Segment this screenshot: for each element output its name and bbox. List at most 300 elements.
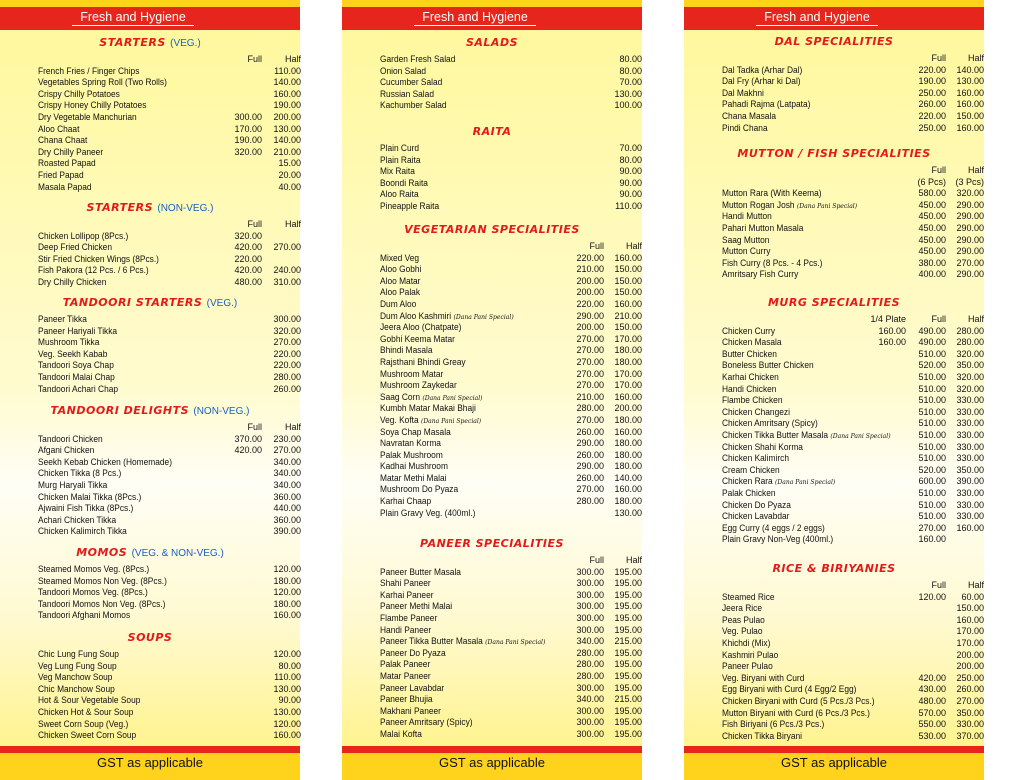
menu-item <box>684 372 984 384</box>
item-name-wrap <box>380 54 455 66</box>
menu-item <box>684 500 984 512</box>
item-name: Dal Makhni <box>722 87 764 98</box>
section-title-text: VEGETARIAN SPECIALITIES <box>404 223 580 236</box>
footer-band <box>684 746 984 753</box>
item-name: Kumbh Matar Makai Bhaji <box>380 403 476 414</box>
item-full-price: 300.00 <box>576 717 604 728</box>
item-name-wrap <box>38 468 121 480</box>
item-full-price: 220.00 <box>918 64 946 75</box>
section-title-text: TANDOORI STARTERS <box>62 296 203 309</box>
item-full-price: 450.00 <box>918 222 946 233</box>
item-name-wrap <box>380 694 433 706</box>
menu-item <box>0 564 300 576</box>
item-name-wrap <box>380 613 437 625</box>
menu-item <box>684 488 984 500</box>
section-header <box>342 36 642 54</box>
item-name-wrap <box>380 345 433 357</box>
item-half-price: 290.00 <box>956 246 984 257</box>
item-half-price: 195.00 <box>614 705 642 716</box>
item-name: Palak Chicken <box>722 487 776 498</box>
item-name-wrap <box>722 442 803 454</box>
item-name-wrap <box>380 427 451 439</box>
item-name-wrap <box>380 276 420 288</box>
item-name-wrap <box>38 564 149 576</box>
item-half-price: 90.00 <box>619 189 642 200</box>
item-name: Egg Curry (4 eggs / 2 eggs) <box>722 522 825 533</box>
menu-item <box>342 473 642 485</box>
item-full-price: 270.00 <box>576 333 604 344</box>
item-half-price: 160.00 <box>273 88 301 99</box>
item-name: Crispy Honey Chilly Potatoes <box>38 100 147 111</box>
item-name-wrap <box>722 235 769 247</box>
item-name: Pineapple Raita <box>380 200 440 211</box>
item-full-price: 510.00 <box>918 487 946 498</box>
price-header-row <box>0 54 300 66</box>
item-full-price: 300.00 <box>576 578 604 589</box>
item-full-price: 480.00 <box>234 276 262 287</box>
item-name: Dry Vegetable Manchurian <box>38 111 137 122</box>
item-full-price: 220.00 <box>576 298 604 309</box>
menu-panel-middle <box>342 0 642 780</box>
item-full-price: 200.00 <box>576 287 604 298</box>
menu-item <box>342 77 642 89</box>
menu-item <box>684 211 984 223</box>
item-half-price: 90.00 <box>619 177 642 188</box>
menu-item <box>342 100 642 112</box>
menu-item <box>342 264 642 276</box>
item-name: Vegetables Spring Roll (Two Rolls) <box>38 77 167 88</box>
menu-item <box>0 730 300 742</box>
item-name-wrap <box>380 166 415 178</box>
menu-item <box>342 671 642 683</box>
item-full-price: 320.00 <box>234 230 262 241</box>
item-name-wrap <box>380 671 431 683</box>
full-header: Full <box>247 422 262 432</box>
menu-item <box>342 484 642 496</box>
item-name-wrap <box>380 357 466 369</box>
item-full-price: 490.00 <box>918 325 946 336</box>
menu-item <box>0 468 300 480</box>
item-name: Kadhai Mushroom <box>380 461 448 472</box>
item-full-price: 370.00 <box>234 433 262 444</box>
item-name: Afgani Chicken <box>38 445 95 456</box>
section-header <box>0 296 300 314</box>
item-half-price: 195.00 <box>614 659 642 670</box>
item-half-price: 330.00 <box>956 418 984 429</box>
section-title-text: STARTERS <box>86 201 154 214</box>
item-half-price: 340.00 <box>273 456 301 467</box>
item-name: Plain Raita <box>380 154 421 165</box>
menu-item <box>342 311 642 323</box>
menu-item <box>684 123 984 135</box>
item-name-wrap <box>380 178 428 190</box>
menu-section <box>0 546 300 622</box>
item-full-price: 260.00 <box>918 99 946 110</box>
menu-item <box>0 434 300 446</box>
item-special-note: (Dana Pani Special) <box>453 312 514 321</box>
section-title <box>0 201 300 214</box>
item-name: Tandoori Momos Veg. (8Pcs.) <box>38 587 148 598</box>
item-half-price: 195.00 <box>614 647 642 658</box>
item-full-price: 270.00 <box>576 345 604 356</box>
item-name-wrap <box>380 590 434 602</box>
item-name-wrap <box>380 461 448 473</box>
item-half-price: 260.00 <box>956 684 984 695</box>
menu-item <box>342 357 642 369</box>
item-name: Boondi Raita <box>380 177 428 188</box>
menu-item <box>0 170 300 182</box>
item-half-price: 195.00 <box>614 670 642 681</box>
menu-item <box>684 188 984 200</box>
item-half-price: 215.00 <box>614 636 642 647</box>
item-special-note: (Dana Pani Special) <box>420 416 482 425</box>
item-half-price: 270.00 <box>273 242 301 253</box>
item-name: Steamed Rice <box>722 591 775 602</box>
item-full-price: 480.00 <box>918 695 946 706</box>
item-name-wrap <box>380 706 441 718</box>
item-name: Chicken Kalimirch Tikka <box>38 526 127 537</box>
section-header <box>684 147 984 165</box>
menu-item <box>342 392 642 404</box>
item-name-wrap <box>38 480 107 492</box>
menu-item <box>0 672 300 684</box>
header-stripe <box>684 0 984 7</box>
item-half-price: 330.00 <box>956 719 984 730</box>
menu-item <box>0 277 300 289</box>
item-name: Mutton Rara (With Keema) <box>722 188 822 199</box>
item-half-price: 180.00 <box>614 356 642 367</box>
menu-panel-right <box>684 0 984 780</box>
half-header: Half <box>967 314 984 324</box>
menu-item <box>342 89 642 101</box>
menu-item <box>684 453 984 465</box>
menu-item <box>0 100 300 112</box>
menu-item <box>342 508 642 520</box>
item-name-wrap <box>722 372 779 384</box>
item-half-price: 60.00 <box>961 591 984 602</box>
item-name: Cream Chicken <box>722 464 780 475</box>
menu-panel-left <box>0 0 300 780</box>
item-half-price: 140.00 <box>614 472 642 483</box>
item-name-wrap <box>722 465 780 477</box>
item-half-price: 130.00 <box>956 76 984 87</box>
item-name-wrap <box>38 158 96 170</box>
item-half-price: 280.00 <box>956 325 984 336</box>
section-title-text: RAITA <box>472 125 512 138</box>
item-half-price: 180.00 <box>614 438 642 449</box>
item-half-price: 150.00 <box>614 264 642 275</box>
item-name: Makhani Paneer <box>380 705 441 716</box>
section-title <box>684 147 984 160</box>
menu-item <box>342 403 642 415</box>
item-full-price: 120.00 <box>918 591 946 602</box>
menu-item <box>342 613 642 625</box>
item-name-wrap <box>38 661 117 673</box>
item-name: Butter Chicken <box>722 348 777 359</box>
item-name-wrap <box>722 511 789 523</box>
item-name: Paneer Pulao <box>722 661 773 672</box>
item-name-wrap <box>380 683 444 695</box>
menu-item <box>342 601 642 613</box>
menu-item <box>684 200 984 212</box>
menu-item <box>342 590 642 602</box>
item-name-wrap <box>380 496 431 508</box>
item-name: Dry Chilly Chicken <box>38 276 107 287</box>
item-name: Hot & Sour Vegetable Soup <box>38 695 141 706</box>
footer-label: GST as applicable <box>781 755 887 770</box>
section-title <box>342 36 642 49</box>
item-name-wrap <box>38 515 116 527</box>
section-title <box>684 296 984 309</box>
item-name-wrap <box>722 188 822 200</box>
menu-section <box>0 404 300 538</box>
item-half-price: 80.00 <box>619 154 642 165</box>
item-name: Paneer Do Pyaza <box>380 647 446 658</box>
half-header: Half <box>967 53 984 63</box>
footer-bar <box>0 746 300 780</box>
item-full-price: 260.00 <box>576 426 604 437</box>
item-name: Chicken Lollipop (8Pcs.) <box>38 230 129 241</box>
menu-item <box>684 731 984 743</box>
menu-item <box>342 461 642 473</box>
menu-item <box>684 650 984 662</box>
menu-section <box>684 147 984 281</box>
item-name: Veg Lung Fung Soup <box>38 660 117 671</box>
item-half-price: 180.00 <box>273 598 301 609</box>
menu-item <box>684 65 984 77</box>
item-half-price: 160.00 <box>956 87 984 98</box>
item-name: Mixed Veg <box>380 252 420 263</box>
header-bar <box>0 0 300 30</box>
section-header <box>0 404 300 422</box>
item-name-wrap <box>380 601 452 613</box>
item-name: Garden Fresh Salad <box>380 54 456 64</box>
menu-item <box>684 603 984 615</box>
item-name-wrap <box>38 314 87 326</box>
menu-item <box>342 717 642 729</box>
section-header <box>0 546 300 564</box>
item-name-wrap <box>380 403 476 415</box>
item-half-price: 110.00 <box>274 65 301 76</box>
menu-item <box>342 415 642 427</box>
item-name-wrap <box>38 599 165 611</box>
item-name: Chicken Rara <box>722 476 773 487</box>
item-half-price: 160.00 <box>273 610 301 621</box>
item-name-wrap <box>722 258 822 270</box>
item-full-price: 510.00 <box>918 371 946 382</box>
item-name-wrap <box>38 610 130 622</box>
item-half-price: 120.00 <box>273 649 301 659</box>
item-name: Karhai Chaap <box>380 496 432 507</box>
item-name: Aloo Palak <box>380 287 421 298</box>
menu-item <box>684 395 984 407</box>
item-name-wrap <box>380 729 422 741</box>
item-full-price: 510.00 <box>918 453 946 464</box>
item-half-price: 195.00 <box>614 612 642 623</box>
section-title-text: PANEER SPECIALITIES <box>420 537 564 550</box>
menu-item <box>684 418 984 430</box>
menu-item <box>342 380 642 392</box>
item-name: Paneer Tikka Butter Masala <box>380 636 483 647</box>
item-half-price: 170.00 <box>956 626 984 637</box>
section-title-text: SOUPS <box>127 631 173 644</box>
item-name: Chicken Curry <box>722 325 776 336</box>
item-full-price: 210.00 <box>576 264 604 275</box>
item-half-price: 120.00 <box>273 718 301 729</box>
item-full-price: 300.00 <box>576 612 604 623</box>
item-half-price: 110.00 <box>615 200 642 211</box>
item-half-price: 350.00 <box>956 360 984 371</box>
item-name-wrap <box>38 719 128 731</box>
menu-item <box>0 77 300 89</box>
full-header: Full <box>931 314 946 324</box>
item-name: Fish Pakora (12 Pcs. / 6 Pcs.) <box>38 265 149 276</box>
menu-item <box>0 515 300 527</box>
menu-item <box>342 155 642 167</box>
full-header: Full <box>931 580 946 590</box>
item-name-wrap <box>722 99 810 111</box>
item-name: Veg. Pulao <box>722 626 763 637</box>
menu-item <box>684 258 984 270</box>
item-name-wrap <box>722 500 791 512</box>
menu-item <box>0 695 300 707</box>
item-half-price: 200.00 <box>614 403 642 414</box>
item-name-wrap <box>380 264 421 276</box>
item-name-wrap <box>38 457 172 469</box>
menu-item <box>684 442 984 454</box>
item-half-price: 195.00 <box>614 717 642 728</box>
menu-item <box>0 135 300 147</box>
section-header <box>0 201 300 219</box>
item-half-price: 160.00 <box>614 298 642 309</box>
item-name-wrap <box>722 650 778 662</box>
item-name-wrap <box>722 615 765 627</box>
half-subheader: (3 Pcs) <box>955 176 984 187</box>
item-name: Russian Salad <box>380 88 434 99</box>
item-name-wrap <box>380 369 443 381</box>
item-half-price: 330.00 <box>956 429 984 440</box>
menu-item <box>0 684 300 696</box>
item-name: Shahi Paneer <box>380 578 431 589</box>
full-header: Full <box>589 555 604 565</box>
item-special-note: (Dana Pani Special) <box>830 431 891 440</box>
section-title <box>0 296 300 309</box>
item-half-price: 330.00 <box>956 511 984 522</box>
menu-item <box>684 326 984 338</box>
item-full-price: 300.00 <box>576 566 604 577</box>
menu-item <box>342 166 642 178</box>
section-header <box>342 125 642 143</box>
item-half-price: 390.00 <box>273 526 301 537</box>
item-half-price: 390.00 <box>956 476 984 487</box>
item-name: Mutton Curry <box>722 246 771 257</box>
menu-item <box>684 615 984 627</box>
menu-item <box>0 360 300 372</box>
menu-item <box>684 534 984 546</box>
item-name: Roasted Papad <box>38 158 96 169</box>
item-half-price: 90.00 <box>619 166 642 177</box>
item-name: Paneer Butter Masala <box>380 566 461 577</box>
section-title <box>0 36 300 49</box>
item-half-price: 270.00 <box>273 337 301 348</box>
section-subtitle: (NON-VEG.) <box>157 203 214 214</box>
item-name: Handi Mutton <box>722 211 772 222</box>
half-header: Half <box>625 555 642 565</box>
menu-item <box>0 526 300 538</box>
section-title <box>0 546 300 559</box>
menu-item <box>342 66 642 78</box>
item-full-price: 290.00 <box>576 310 604 321</box>
section-title <box>342 125 642 138</box>
item-name: Tandoori Chicken <box>38 433 103 444</box>
item-half-price: 140.00 <box>273 135 301 146</box>
menu-item <box>0 384 300 396</box>
item-half-price: 170.00 <box>614 368 642 379</box>
section-header <box>342 537 642 555</box>
item-full-price: 220.00 <box>234 253 262 264</box>
menu-section <box>0 631 300 742</box>
item-name-wrap <box>38 66 139 78</box>
menu-item <box>0 707 300 719</box>
item-name-wrap <box>722 731 802 743</box>
section-title-text: STARTERS <box>99 36 166 49</box>
item-name: Aloo Matar <box>380 275 421 286</box>
menu-item <box>684 696 984 708</box>
item-full-price: 250.00 <box>918 87 946 98</box>
item-half-price: 290.00 <box>956 234 984 245</box>
item-full-price: 420.00 <box>234 265 262 276</box>
menu-item <box>342 694 642 706</box>
item-name: Karhai Chicken <box>722 371 779 382</box>
item-name: Tandoori Momos Non Veg. (8Pcs.) <box>38 598 166 609</box>
item-name-wrap <box>38 277 106 289</box>
item-half-price: 160.00 <box>956 122 984 133</box>
item-name: Chicken Shahi Korma <box>722 441 803 452</box>
item-full-price: 300.00 <box>576 705 604 716</box>
menu-item <box>342 201 642 213</box>
item-name: Paneer Hariyali Tikka <box>38 325 118 336</box>
item-full-price: 270.00 <box>576 380 604 391</box>
item-half-price: 290.00 <box>956 222 984 233</box>
item-name-wrap <box>722 418 818 430</box>
item-name-wrap <box>722 684 856 696</box>
item-full-price: 300.00 <box>576 624 604 635</box>
menu-item <box>684 719 984 731</box>
item-half-price: 210.00 <box>273 146 301 157</box>
section-header <box>0 36 300 54</box>
item-name: Mushroom Do Pyaza <box>380 484 459 495</box>
menu-item <box>342 625 642 637</box>
section-header <box>684 35 984 53</box>
item-half-price: 195.00 <box>614 601 642 612</box>
header-stripe <box>342 0 642 7</box>
item-half-price: 160.00 <box>614 391 642 402</box>
item-half-price: 80.00 <box>619 54 642 64</box>
item-half-price: 160.00 <box>614 484 642 495</box>
item-name: Kashmiri Pulao <box>722 649 779 660</box>
menu-item <box>684 349 984 361</box>
item-name-wrap <box>380 143 419 155</box>
menu-item <box>342 253 642 265</box>
item-name: Deep Fried Chicken <box>38 242 112 253</box>
item-full-price: 600.00 <box>918 476 946 487</box>
item-full-price: 510.00 <box>918 406 946 417</box>
item-full-price: 510.00 <box>918 441 946 452</box>
item-name-wrap <box>38 242 112 254</box>
item-name: Boneless Butter Chicken <box>722 360 814 371</box>
item-name: Murg Haryali Tikka <box>38 479 108 490</box>
item-half-price: 140.00 <box>273 77 301 88</box>
